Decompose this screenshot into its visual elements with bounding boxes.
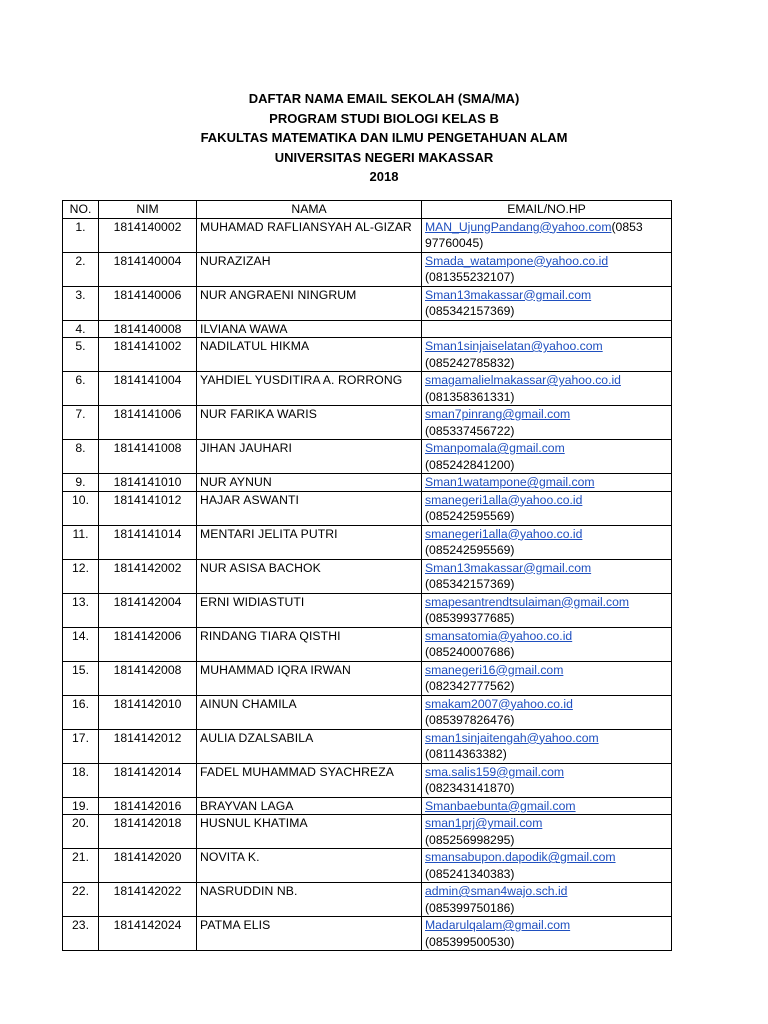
student-name: HUSNUL KHATIMA: [197, 815, 422, 849]
student-name: HAJAR ASWANTI: [197, 491, 422, 525]
school-email-link[interactable]: admin@sman4wajo.sch.id: [425, 884, 568, 898]
student-name: MUHAMMAD IQRA IRWAN: [197, 661, 422, 695]
header-university: UNIVERSITAS NEGERI MAKASSAR: [274, 149, 494, 165]
table-row: [63, 849, 672, 883]
student-name: NUR FARIKA WARIS: [197, 406, 422, 440]
student-nim: 1814142024: [99, 917, 197, 951]
table-row: [63, 917, 672, 951]
row-number: 11.: [63, 525, 99, 559]
table-row: [63, 815, 672, 849]
student-name: NOVITA K.: [197, 849, 422, 883]
phone-number: (082343141870): [425, 781, 515, 795]
school-email-link[interactable]: Smada_watampone@yahoo.co.id: [425, 253, 609, 268]
student-nim: 1814142006: [99, 627, 197, 661]
student-nim: 1814142014: [99, 763, 197, 797]
school-email-link[interactable]: smagamalielmakassar@yahoo.co.id: [425, 373, 621, 387]
email-phone-cell: [422, 917, 672, 951]
student-nim: 1814142012: [99, 729, 197, 763]
row-number: 9.: [63, 474, 99, 492]
student-nim: 1814141010: [99, 474, 197, 492]
phone-number: (085242595569): [425, 509, 515, 523]
email-phone-cell: [422, 406, 672, 440]
student-nim: 1814140004: [99, 252, 197, 286]
email-phone-cell: [422, 729, 672, 763]
row-number: 5.: [63, 338, 99, 372]
phone-number: (085337456722): [425, 423, 515, 438]
school-email-link[interactable]: smakam2007@yahoo.co.id: [425, 696, 573, 711]
student-nim: 1814142018: [99, 815, 197, 849]
table-row: [63, 372, 672, 406]
phone-number: (085397826476): [425, 713, 515, 727]
email-phone-cell: [422, 661, 672, 695]
row-number: 18.: [63, 763, 99, 797]
row-number: 23.: [63, 917, 99, 951]
phone-number: (085240007686): [425, 645, 515, 659]
email-phone-cell: [422, 491, 672, 525]
phone-number: (085399377685): [425, 611, 515, 625]
phone-number: (085256998295): [425, 832, 515, 847]
table-row: [63, 763, 672, 797]
school-email-link[interactable]: smansatomia@yahoo.co.id: [425, 628, 573, 643]
school-email-link[interactable]: smanegeri16@gmail.com: [425, 662, 564, 677]
school-email-link[interactable]: Sman1watampone@gmail.com: [425, 475, 595, 489]
school-email-link[interactable]: smapesantrendtsulaiman@gmail.com: [425, 594, 630, 609]
school-email-link[interactable]: MAN_UjungPandang@yahoo.com: [425, 219, 612, 234]
phone-number: (082342777562): [425, 679, 515, 693]
phone-number: (085342157369): [425, 304, 515, 318]
column-header-no: NO.: [63, 201, 99, 219]
phone-number: (085399750186): [425, 900, 515, 915]
row-number: 20.: [63, 815, 99, 849]
row-number: 22.: [63, 883, 99, 917]
table-row: [63, 661, 672, 695]
school-email-link[interactable]: smansabupon.dapodik@gmail.com: [425, 850, 616, 864]
email-phone-cell: [422, 849, 672, 883]
header-program: PROGRAM STUDI BIOLOGI KELAS B: [269, 110, 499, 126]
school-email-link[interactable]: smanegeri1alla@yahoo.co.id: [425, 526, 583, 541]
phone-number: (085399500530): [425, 934, 515, 949]
table-row: [63, 593, 672, 627]
email-phone-cell: [422, 338, 672, 372]
table-row: [63, 252, 672, 286]
phone-number: (085242785832): [425, 355, 515, 370]
student-name: JIHAN JAUHARI: [197, 440, 422, 474]
table-row: [63, 440, 672, 474]
student-nim: 1814141008: [99, 440, 197, 474]
school-email-link[interactable]: sman1prj@ymail.com: [425, 816, 543, 830]
student-name: NASRUDDIN NB.: [197, 883, 422, 917]
student-name: ILVIANA WAWA: [197, 320, 422, 338]
student-nim: 1814142010: [99, 695, 197, 729]
table-body: [63, 218, 672, 951]
student-nim: 1814142004: [99, 593, 197, 627]
row-number: 12.: [63, 559, 99, 593]
student-nim: 1814142022: [99, 883, 197, 917]
student-nim: 1814142020: [99, 849, 197, 883]
email-phone-cell: [422, 883, 672, 917]
table-row: [63, 559, 672, 593]
phone-number: (08114363382): [425, 747, 507, 761]
table-row: [63, 627, 672, 661]
student-nim: 1814142002: [99, 559, 197, 593]
header-title: DAFTAR NAMA EMAIL SEKOLAH (SMA/MA): [248, 91, 520, 106]
table-row: [63, 218, 672, 252]
email-phone-cell: [422, 559, 672, 593]
email-phone-cell: [422, 797, 672, 815]
student-name: NURAZIZAH: [197, 252, 422, 286]
row-number: 13.: [63, 593, 99, 627]
row-number: 14.: [63, 627, 99, 661]
table-row: [63, 525, 672, 559]
row-number: 15.: [63, 661, 99, 695]
table-row: [63, 286, 672, 320]
phone-number: (081358361331): [425, 389, 515, 404]
phone-number: (081355232107): [425, 270, 515, 284]
student-name: YAHDIEL YUSDITIRA A. RORRONG: [197, 372, 422, 406]
phone-number: 97760045): [425, 236, 484, 250]
student-name: AULIA DZALSABILA: [197, 729, 422, 763]
student-nim: 1814142008: [99, 661, 197, 695]
row-number: 17.: [63, 729, 99, 763]
school-email-link[interactable]: sman1sinjaitengah@yahoo.com: [425, 730, 599, 745]
student-name: NADILATUL HIKMA: [197, 338, 422, 372]
table-row: [63, 797, 672, 815]
email-phone-cell: [422, 372, 672, 406]
row-number: 3.: [63, 286, 99, 320]
student-name: PATMA ELIS: [197, 917, 422, 951]
row-number: 7.: [63, 406, 99, 440]
student-nim: 1814141012: [99, 491, 197, 525]
row-number: 21.: [63, 849, 99, 883]
phone-number: (085241340383): [425, 866, 515, 881]
school-email-link[interactable]: smanegeri1alla@yahoo.co.id: [425, 492, 583, 507]
school-email-link[interactable]: Madarulqalam@gmail.com: [425, 918, 571, 932]
school-email-link[interactable]: Sman13makassar@gmail.com: [425, 287, 592, 302]
student-name: NUR ASISA BACHOK: [197, 559, 422, 593]
column-header-email: EMAIL/NO.HP: [422, 201, 672, 219]
document-header: [0, 89, 768, 187]
email-phone-cell: [422, 474, 672, 492]
school-email-link[interactable]: Sman13makassar@gmail.com: [425, 560, 592, 575]
table-header-row: [63, 201, 672, 219]
column-header-nim: NIM: [99, 201, 197, 219]
student-nim: 1814140002: [99, 218, 197, 252]
email-phone-cell: [422, 218, 672, 252]
phone-number-start: (0853: [611, 219, 643, 234]
row-number: 2.: [63, 252, 99, 286]
student-nim: 1814140008: [99, 320, 197, 338]
email-roster-table: [62, 200, 672, 951]
student-name: RINDANG TIARA QISTHI: [197, 627, 422, 661]
table-row: [63, 729, 672, 763]
student-name: NUR AYNUN: [197, 474, 422, 492]
email-phone-cell: [422, 320, 672, 338]
table-row: [63, 883, 672, 917]
student-name: FADEL MUHAMMAD SYACHREZA: [197, 763, 422, 797]
email-phone-cell: [422, 695, 672, 729]
email-phone-cell: [422, 286, 672, 320]
row-number: 6.: [63, 372, 99, 406]
email-phone-cell: [422, 593, 672, 627]
student-nim: 1814141006: [99, 406, 197, 440]
table-row: [63, 474, 672, 492]
email-phone-cell: [422, 525, 672, 559]
student-name: AINUN CHAMILA: [197, 695, 422, 729]
phone-number: (085242595569): [425, 543, 515, 557]
email-phone-cell: [422, 440, 672, 474]
student-nim: 1814142016: [99, 797, 197, 815]
school-email-link[interactable]: sma.salis159@gmail.com: [425, 764, 565, 779]
school-email-link[interactable]: Smanpomala@gmail.com: [425, 441, 565, 455]
school-email-link[interactable]: Sman1sinjaiselatan@yahoo.com: [425, 339, 603, 353]
header-faculty: FAKULTAS MATEMATIKA DAN ILMU PENGETAHUAN ALAM: [200, 130, 568, 145]
table-row: [63, 406, 672, 440]
email-phone-cell: [422, 252, 672, 286]
email-phone-cell: [422, 815, 672, 849]
student-nim: 1814141004: [99, 372, 197, 406]
row-number: 4.: [63, 320, 99, 338]
student-name: ERNI WIDIASTUTI: [197, 593, 422, 627]
student-name: MUHAMAD RAFLIANSYAH AL-GIZAR: [197, 218, 422, 252]
student-nim: 1814140006: [99, 286, 197, 320]
student-nim: 1814141002: [99, 338, 197, 372]
student-name: MENTARI JELITA PUTRI: [197, 525, 422, 559]
row-number: 16.: [63, 695, 99, 729]
student-name: BRAYVAN LAGA: [197, 797, 422, 815]
school-email-link[interactable]: sman7pinrang@gmail.com: [425, 407, 571, 421]
phone-number: (085242841200): [425, 457, 515, 472]
header-year: 2018: [369, 169, 399, 184]
email-phone-cell: [422, 627, 672, 661]
column-header-nama: NAMA: [197, 201, 422, 219]
table-row: [63, 695, 672, 729]
school-email-link[interactable]: Smanbaebunta@gmail.com: [425, 798, 576, 813]
row-number: 10.: [63, 491, 99, 525]
student-name: NUR ANGRAENI NINGRUM: [197, 286, 422, 320]
email-phone-cell: [422, 763, 672, 797]
phone-number: (085342157369): [425, 577, 515, 591]
table-row: [63, 320, 672, 338]
row-number: 19.: [63, 797, 99, 815]
row-number: 8.: [63, 440, 99, 474]
student-nim: 1814141014: [99, 525, 197, 559]
table-row: [63, 338, 672, 372]
table-row: [63, 491, 672, 525]
row-number: 1.: [63, 218, 99, 252]
